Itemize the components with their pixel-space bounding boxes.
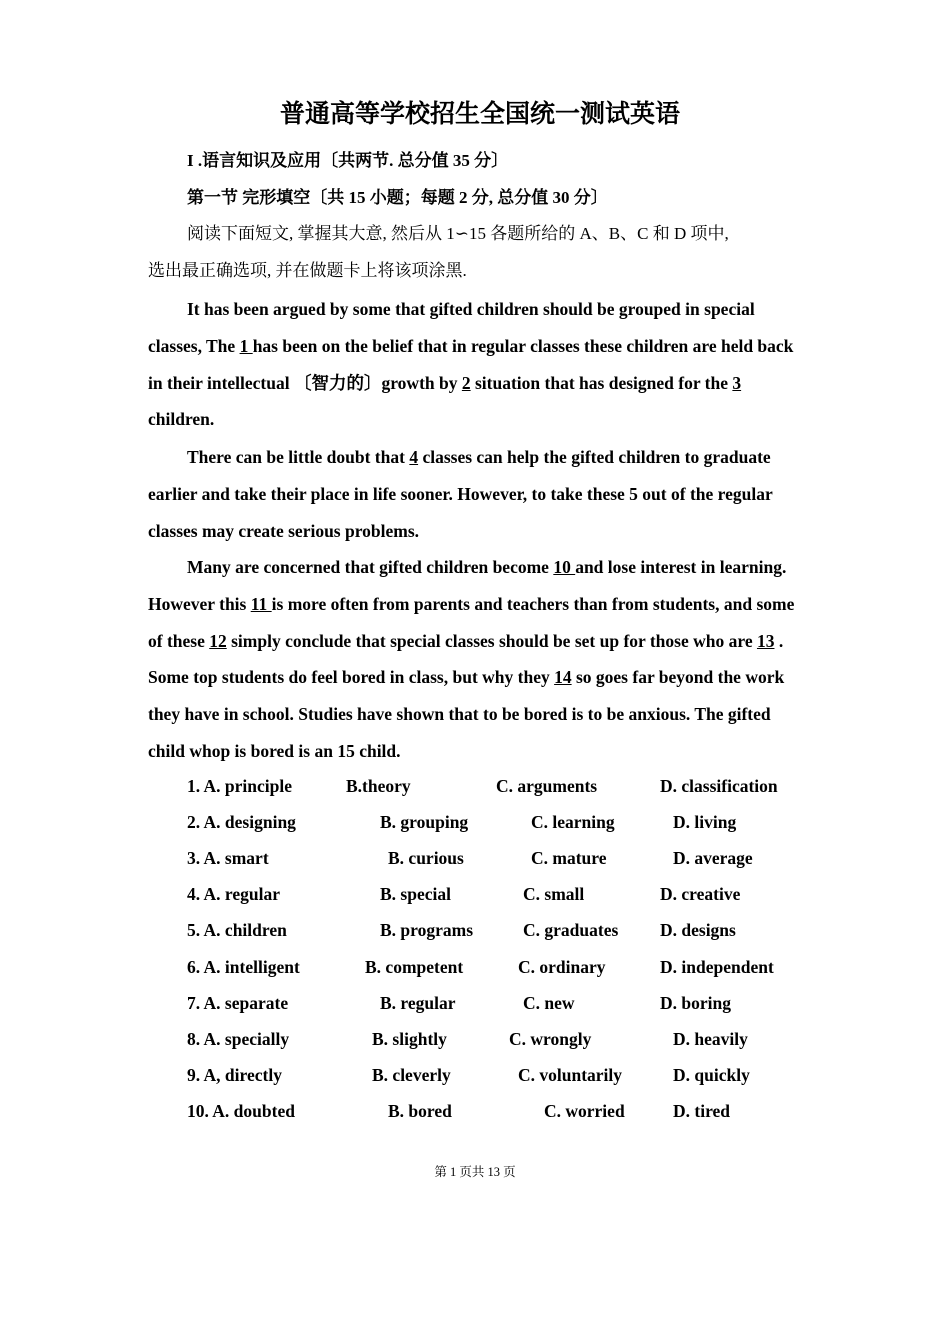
option-c: C. worried [544, 1101, 625, 1121]
option-c: C. voluntarily [518, 1065, 623, 1085]
option-a: 10. A. doubted [187, 1101, 295, 1121]
option-d: D. independent [660, 957, 774, 977]
option-row [0, 1029, 950, 1053]
passage-paragraph-1 [148, 291, 808, 438]
text-run: simply conclude that special classes should be set up for those who are [226, 630, 757, 651]
option-c: C. arguments [496, 776, 598, 796]
section-heading-2: 第一节 完形填空〔共 15 小题；每题 2 分, 总分值 30 分〕 [187, 188, 608, 207]
text-run: is more often from parents and teachers than from students, and some of these [148, 593, 795, 651]
option-b: B.theory [346, 776, 411, 796]
option-row [0, 920, 950, 944]
option-c: C. small [523, 884, 585, 904]
option-d: D. boring [660, 993, 731, 1013]
blank-10: 10 [553, 557, 576, 577]
text-run: and lose interest in learning. However this [148, 557, 787, 614]
section-heading-1: I .语言知识及应用〔共两节. 总分值 35 分〕 [187, 151, 509, 170]
option-row [0, 1101, 950, 1125]
option-c: C. graduates [523, 920, 619, 940]
text-run: children. [148, 409, 215, 430]
option-a: 6. A. intelligent [187, 957, 300, 977]
blank-14: 14 [554, 667, 572, 688]
option-c: C. mature [531, 848, 607, 868]
option-b: B. special [380, 884, 451, 904]
option-a: 4. A. regular [187, 884, 281, 904]
option-row [0, 848, 950, 872]
option-b: B. curious [388, 848, 464, 868]
option-row [0, 812, 950, 836]
text-run: It has been argued by some that gifted children should be grouped in special classes, The [148, 299, 755, 356]
option-b: B. slightly [372, 1029, 447, 1049]
blank-1: 1 [239, 335, 253, 356]
option-d: D. classification [660, 776, 778, 796]
option-row [0, 776, 950, 800]
option-c: C. wrongly [509, 1029, 592, 1049]
option-a: 1. A. principle [187, 776, 293, 796]
option-a: 9. A, directly [187, 1065, 282, 1085]
option-d: D. average [673, 848, 753, 868]
passage-paragraph-3 [148, 549, 808, 770]
text-run: has been on the belief that in regular classes these children are held back in their intellectual 〔智力的〕growth by [148, 335, 794, 393]
option-c: C. learning [531, 812, 615, 832]
option-row [0, 993, 950, 1017]
option-b: B. grouping [380, 812, 469, 832]
instruction-line-1: 阅读下面短文, 掌握其大意, 然后从 1∽15 各题所给的 A、B、C 和 D 项中, [187, 224, 729, 243]
page-title: 普通高等学校招生全国统一测试英语 [279, 101, 680, 128]
option-row [0, 884, 950, 908]
option-row [0, 1065, 950, 1089]
option-a: 5. A. children [187, 920, 287, 940]
option-d: D. creative [660, 884, 741, 904]
text-run: Many are concerned that gifted children become [187, 557, 554, 577]
option-d: D. designs [660, 920, 736, 940]
passage-paragraph-2 [148, 439, 808, 549]
text-run: so goes far beyond the work they have in school. Studies have shown that to be bored is to be anxious. The gifted child whop is bored is an 15 child. [148, 667, 785, 761]
blank-11: 11 [250, 593, 272, 614]
option-d: D. living [673, 812, 737, 832]
option-a: 8. A. specially [187, 1029, 290, 1049]
option-d: D. tired [673, 1101, 731, 1121]
text-run: There can be little doubt that [187, 447, 410, 467]
instruction-line-2: 选出最正确选项, 并在做题卡上将该项涂黑. [148, 261, 467, 280]
option-b: B. bored [388, 1101, 452, 1121]
option-b: B. cleverly [372, 1065, 451, 1085]
option-c: C. ordinary [518, 957, 606, 977]
option-d: D. heavily [673, 1029, 748, 1049]
option-a: 2. A. designing [187, 812, 296, 832]
option-a: 3. A. smart [187, 848, 269, 868]
option-d: D. quickly [673, 1065, 750, 1085]
option-row [0, 957, 950, 981]
blank-3: 3 [732, 372, 742, 393]
option-b: B. regular [380, 993, 456, 1013]
text-run: classes can help the gifted children to graduate earlier and take their place in life sooner. However, to take these 5 out of the regular classes may create serious problems. [148, 447, 773, 541]
blank-4: 4 [409, 447, 419, 467]
option-a: 7. A. separate [187, 993, 289, 1013]
blank-12: 12 [209, 630, 227, 651]
blank-13: 13 [756, 630, 775, 651]
text-run: . Some top students do feel bored in class, but why they [148, 630, 784, 688]
instructions [148, 215, 808, 289]
option-b: B. competent [365, 957, 464, 977]
blank-2: 2 [461, 372, 471, 393]
text-run: situation that has designed for the [470, 372, 733, 393]
option-c: C. new [523, 993, 575, 1013]
option-b: B. programs [380, 920, 474, 940]
page-footer: 第 1 页共 13 页 [434, 1165, 516, 1179]
